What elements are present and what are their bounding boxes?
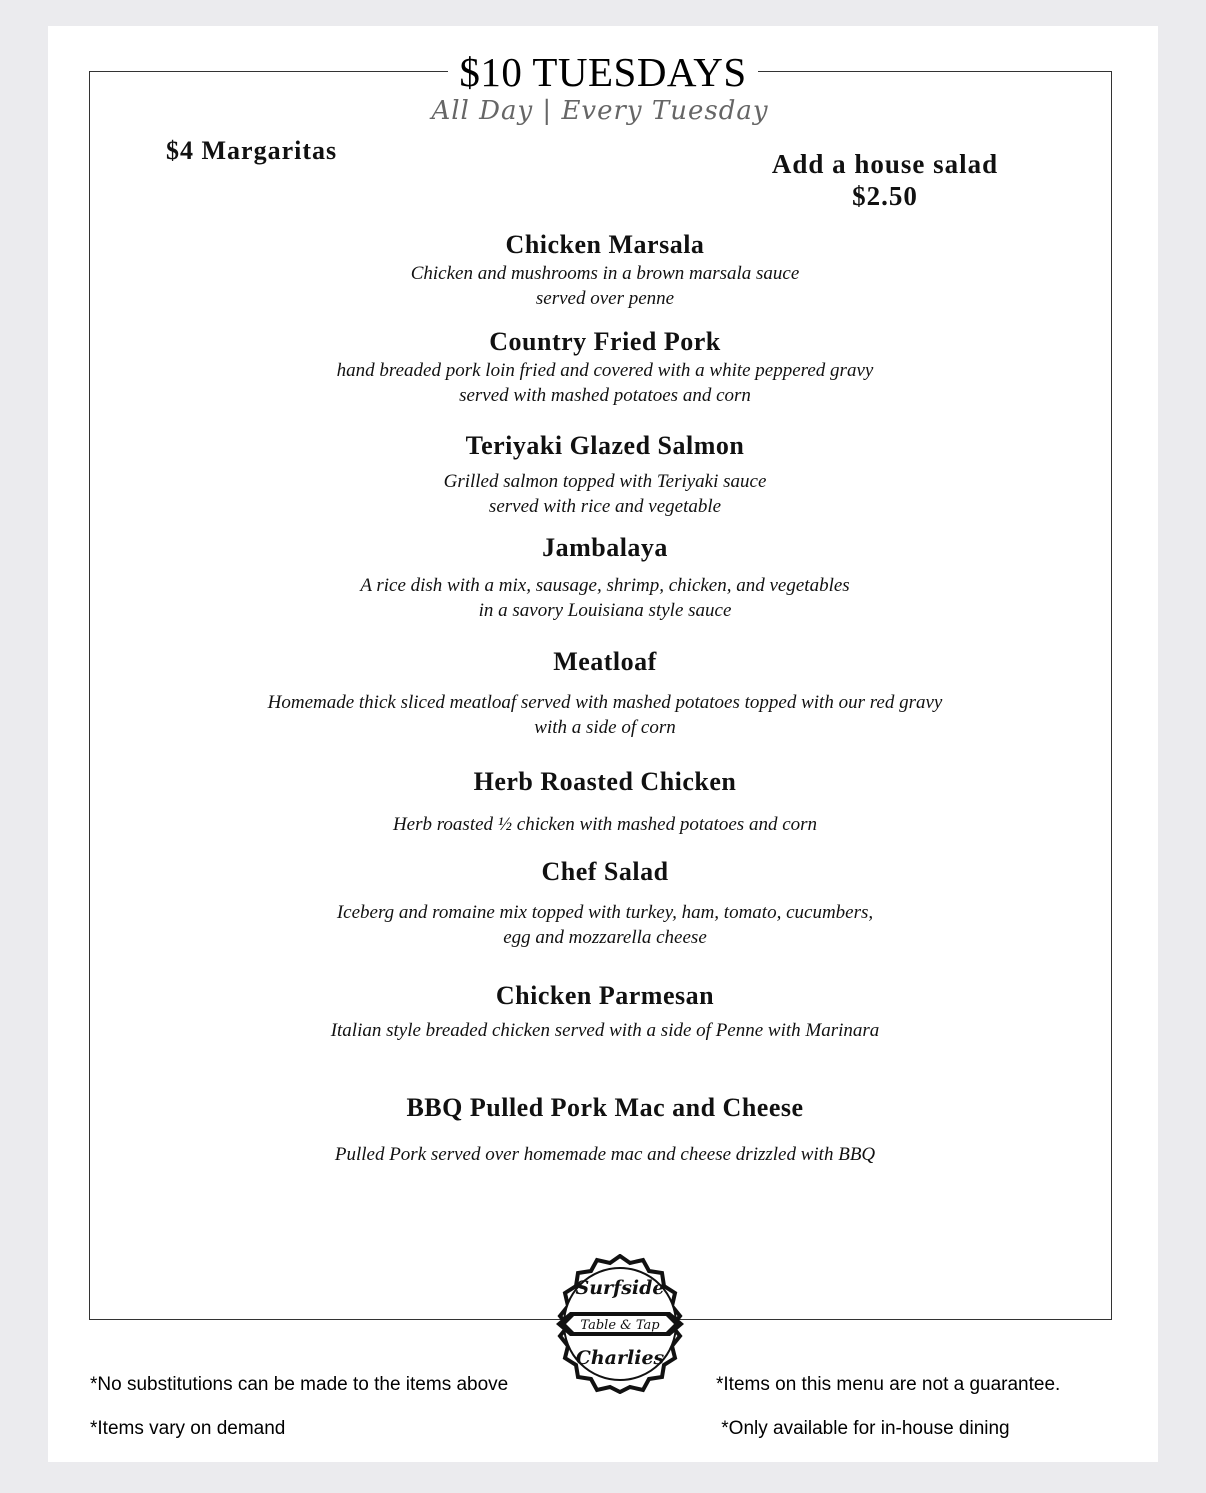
item-description: Herb roasted ½ chicken with mashed potatoes and corn: [392, 814, 818, 835]
footer-note: *Only available for in-house dining: [716, 1418, 1010, 1439]
menu-item: [150, 430, 1060, 519]
menu-item: [150, 856, 1060, 950]
item-name: Chicken Parmesan: [495, 981, 715, 1010]
footer-note: *Items on this menu are not a guarantee.: [716, 1374, 1061, 1395]
item-description: hand breaded pork loin fried and covered with a white peppered gravy served with mashed potatoes and corn: [336, 360, 874, 406]
salad-promo: [740, 148, 1030, 212]
title-container: [448, 50, 758, 95]
logo-middle-text: Table & Tap: [580, 1318, 660, 1333]
menu-item: [150, 532, 1060, 623]
logo-bottom-text: Charlies: [575, 1347, 665, 1369]
item-name: Herb Roasted Chicken: [473, 767, 737, 796]
logo-top-text: Surfside: [575, 1277, 665, 1299]
item-name: Chef Salad: [541, 857, 669, 886]
page-title: $10 TUESDAYS: [459, 49, 747, 95]
menu-item: [150, 646, 1060, 740]
surfside-charlies-logo: [548, 1254, 692, 1394]
item-description: Homemade thick sliced meatloaf served with mashed potatoes topped with our red gravy with a side of corn: [267, 692, 943, 738]
salad-promo-text: Add a house salad: [771, 149, 999, 179]
item-name: Teriyaki Glazed Salmon: [465, 431, 745, 460]
item-name: BBQ Pulled Pork Mac and Cheese: [406, 1093, 804, 1122]
item-description: Iceberg and romaine mix topped with turkey, ham, tomato, cucumbers, egg and mozzarella cheese: [336, 902, 874, 948]
salad-promo-price: $2.50: [852, 181, 918, 211]
footer-disclaimer-right: [716, 1352, 1060, 1462]
item-description: A rice dish with a mix, sausage, shrimp, chicken, and vegetables in a savory Louisiana style sauce: [360, 575, 850, 621]
footer-disclaimer-left: [90, 1352, 508, 1462]
margarita-promo: $4 Margaritas: [166, 136, 338, 165]
item-name: Chicken Marsala: [505, 230, 705, 259]
menu-item: [150, 229, 1060, 311]
item-description: Pulled Pork served over homemade mac and cheese drizzled with BBQ: [334, 1144, 876, 1165]
menu-item: [150, 326, 1060, 408]
item-description: Grilled salmon topped with Teriyaki sauce served with rice and vegetable: [443, 471, 767, 517]
item-name: Meatloaf: [553, 647, 657, 676]
item-description: Italian style breaded chicken served with a side of Penne with Marinara: [330, 1020, 880, 1041]
menu-item: [150, 980, 1060, 1043]
footer-note: *Items vary on demand: [90, 1418, 286, 1439]
footer-note: *No substitutions can be made to the items above: [90, 1374, 509, 1395]
item-description: Chicken and mushrooms in a brown marsala sauce served over penne: [410, 263, 800, 309]
menu-item: [150, 1092, 1060, 1167]
menu-item: [150, 766, 1060, 837]
item-name: Jambalaya: [542, 533, 668, 562]
item-name: Country Fried Pork: [489, 327, 721, 356]
page-subtitle: All Day | Every Tuesday: [431, 96, 769, 126]
